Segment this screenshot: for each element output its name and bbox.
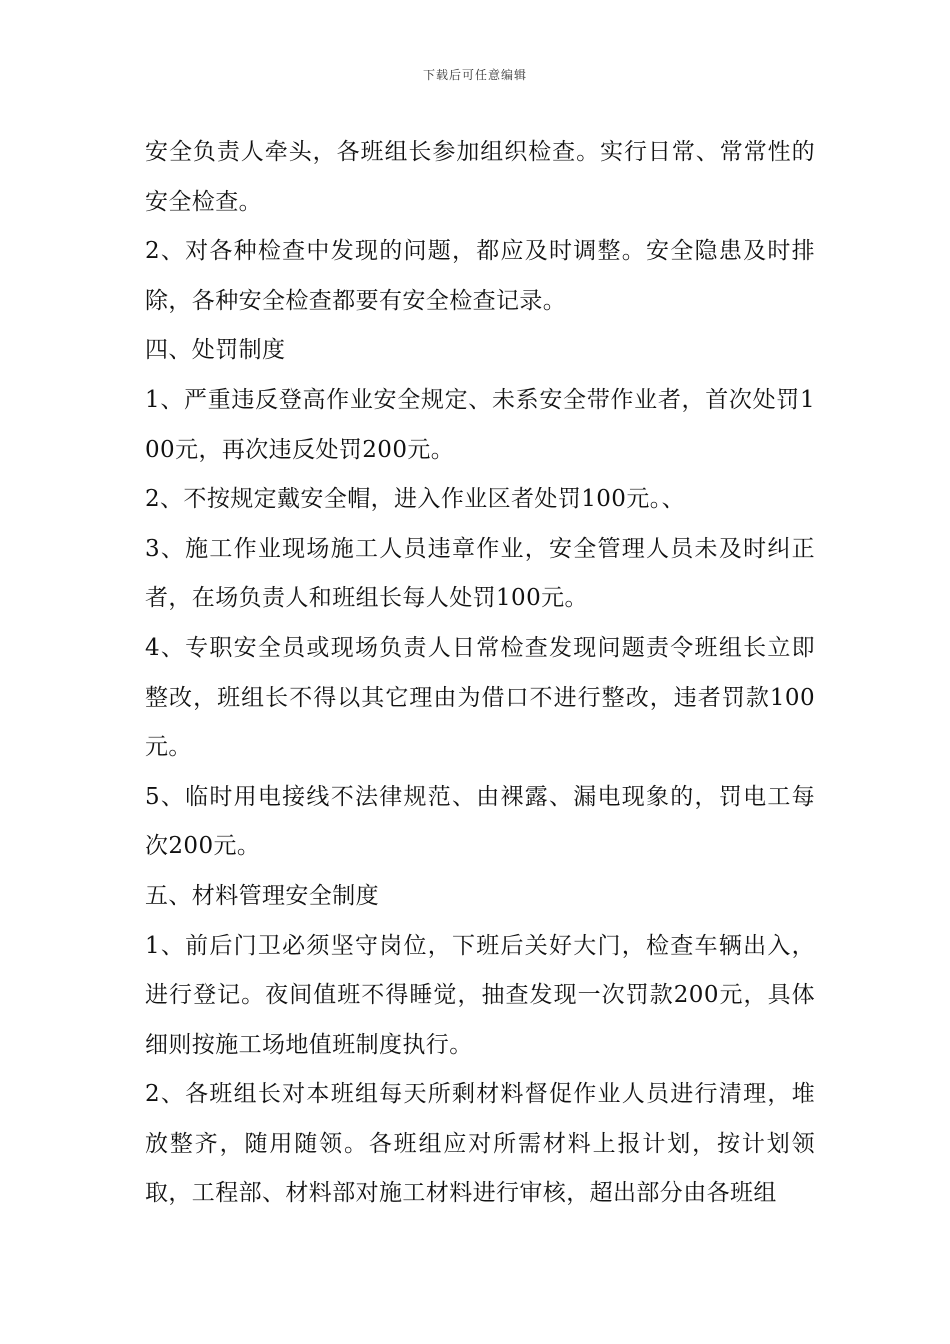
- paragraph-penalty-item-2: 2、不按规定戴安全帽，进入作业区者处罚100元。、: [145, 486, 686, 513]
- paragraph-penalty-item-3: 3、施工作业现场施工人员违章作业，安全管理人员未及时纠正者，在场负责人和班组长每人处罚100元。: [145, 535, 815, 612]
- paragraph-penalty-item-4: 4、专职安全员或现场负责人日常检查发现问题责令班组长立即整改，班组长不得以其它理由为借口不进行整改，违者罚款100元。: [145, 634, 815, 761]
- paragraph-material-item-2: 2、各班组长对本班组每天所剩材料督促作业人员进行清理，堆放整齐，随用随领。各班组应对所需材料上报计划，按计划领取，工程部、材料部对施工材料进行审核，超出部分由各班组: [145, 1081, 815, 1207]
- page-header-note: 下载后可任意编辑: [422, 68, 527, 82]
- paragraph-penalty-item-1: 1、严重违反登高作业安全规定、未系安全带作业者，首次处罚100元，再次违反处罚200元。: [145, 386, 815, 463]
- paragraph-inspection-item-2: 2、对各种检查中发现的问题，都应及时调整。安全隐患及时排除，各种安全检查都要有安全检查记录。: [145, 238, 815, 314]
- paragraph-safety-inspection-continued: 安全负责人牵头，各班组长参加组织检查。实行日常、常常性的安全检查。: [145, 139, 815, 215]
- section-heading-material-management: 五、材料管理安全制度: [145, 882, 379, 909]
- document-body: [145, 128, 815, 1219]
- paragraph-material-item-1: 1、前后门卫必须坚守岗位，下班后关好大门，检查车辆出入，进行登记。夜间值班不得睡觉，抽查发现一次罚款200元，具体细则按施工场地值班制度执行。: [145, 932, 815, 1058]
- paragraph-penalty-item-5: 5、临时用电接线不法律规范、由裸露、漏电现象的，罚电工每次200元。: [145, 783, 815, 860]
- section-heading-penalty-system: 四、处罚制度: [145, 337, 286, 364]
